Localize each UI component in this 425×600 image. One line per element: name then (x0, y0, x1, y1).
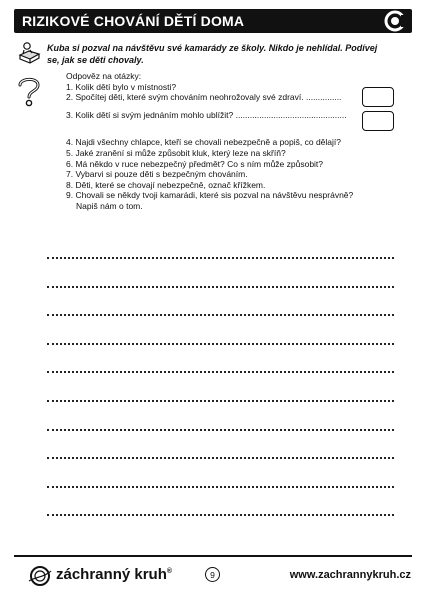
question-item: 9. Chovali se někdy tvoji kamarádi, které sis pozval na návštěvu nesprávně? (66, 190, 354, 201)
footer-brand: záchranný kruh® (56, 566, 173, 583)
question-item: 2. Spočítej děti, které svým chováním neohrožovaly své zdraví. ............... (66, 92, 342, 103)
footer-website[interactable]: www.zachrannykruh.cz (289, 569, 411, 581)
question-item: 1. Kolik dětí bylo v místnosti? (66, 81, 177, 92)
answer-line[interactable] (47, 257, 394, 259)
question-item: 4. Najdi všechny chlapce, kteří se chovali nebezpečně a popiš, co dělají? (66, 137, 341, 148)
footer-divider (14, 555, 412, 557)
answer-line[interactable] (47, 457, 394, 459)
answer-line[interactable] (47, 400, 394, 402)
book-reading-icon (17, 41, 43, 67)
question-item: 5. Jaké zranění si může způsobit kluk, který leze na skříň? (66, 147, 286, 158)
answer-line[interactable] (47, 429, 394, 431)
answer-line[interactable] (47, 514, 394, 516)
lifebuoy-brand-icon (27, 565, 53, 587)
page-title: RIZIKOVÉ CHOVÁNÍ DĚTÍ DOMA (22, 13, 245, 29)
answer-box-3[interactable] (362, 111, 394, 131)
question-mark-icon (15, 75, 43, 107)
question-item: 7. Vybarvi si pouze děti s bezpečným chováním. (66, 169, 248, 180)
answer-line[interactable] (47, 286, 394, 288)
question-item: Napiš nám o tom. (76, 200, 143, 211)
answer-line[interactable] (47, 486, 394, 488)
answer-line[interactable] (47, 371, 394, 373)
questions-block (66, 71, 396, 212)
answer-line[interactable] (47, 343, 394, 345)
question-item: 8. Děti, které se chovají nebezpečně, označ křížkem. (66, 179, 266, 190)
intro-text: Kuba si pozval na návštěvu své kamarády ze školy. Nikdo je nehlídal. Podívej se, jak se děti chovaly. (47, 43, 378, 65)
answer-box-2[interactable] (362, 87, 394, 107)
page-number: 9 (205, 567, 220, 582)
questions-prompt: Odpověz na otázky: (66, 71, 142, 81)
page-header (14, 9, 412, 33)
question-item: 3. Kolik dětí si svým jednáním mohlo ublížit? ............................................... (66, 109, 347, 120)
lifebuoy-logo-icon (384, 10, 406, 32)
answer-line[interactable] (47, 314, 394, 316)
answer-lines[interactable] (47, 257, 394, 543)
question-item: 6. Má někdo v ruce nebezpečný předmět? Co s ním může způsobit? (66, 158, 324, 169)
